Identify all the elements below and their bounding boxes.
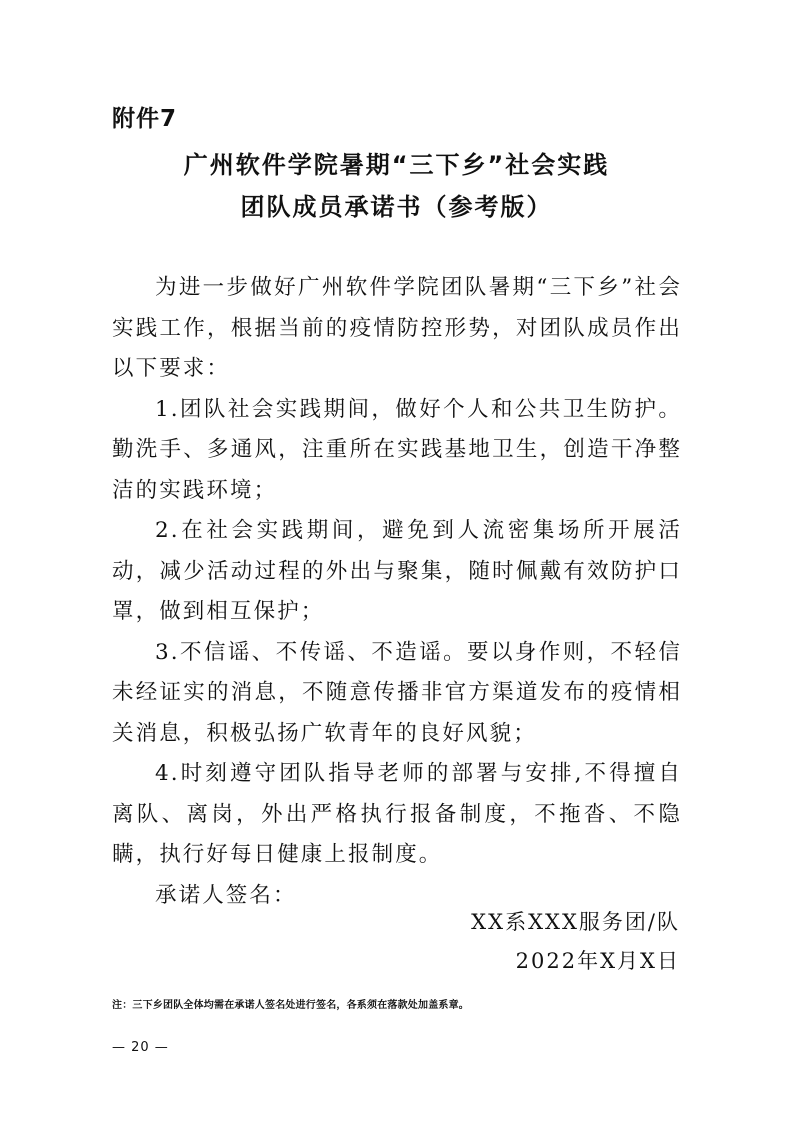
document-body (112, 268, 682, 916)
signature-date: 2022年X月X日 (515, 949, 680, 973)
signature-team: XX系XXX服务团/队 (471, 910, 680, 934)
requirement-item-3: 3.不信谣、不传谣、不造谣。要以身作则，不轻信未经证实的消息，不随意传播非官方渠道发布的疫情相关消息，积极弘扬广软青年的良好风貌； (112, 639, 682, 746)
attachment-label: 附件7 (112, 106, 178, 132)
signature-label: 承诺人签名： (155, 882, 297, 908)
page-number: — 20 — (112, 1040, 169, 1055)
intro-paragraph: 为进一步做好广州软件学院团队暑期“三下乡”社会实践工作，根据当前的疫情防控形势，对团队成员作出以下要求： (112, 275, 682, 381)
requirement-item-4: 4.时刻遵守团队指导老师的部署与安排,不得擅自离队、离岗，外出严格执行报备制度，不拖沓、不隐瞒，执行好每日健康上报制度。 (112, 761, 682, 867)
requirement-item-1: 1.团队社会实践期间，做好个人和公共卫生防护。勤洗手、多通风，注重所在实践基地卫生，创造干净整洁的实践环境； (112, 396, 682, 503)
document-title-line-2: 团队成员承诺书（参考版） (240, 193, 553, 221)
footnote: 注：三下乡团队全体均需在承诺人签名处进行签名，各系须在落款处加盖系章。 (112, 1000, 469, 1011)
document-title-line-1: 广州软件学院暑期“三下乡”社会实践 (183, 151, 610, 179)
requirement-item-2: 2.在社会实践期间，避免到人流密集场所开展活动，减少活动过程的外出与聚集，随时佩戴有效防护口罩，做到相互保护； (112, 518, 682, 624)
